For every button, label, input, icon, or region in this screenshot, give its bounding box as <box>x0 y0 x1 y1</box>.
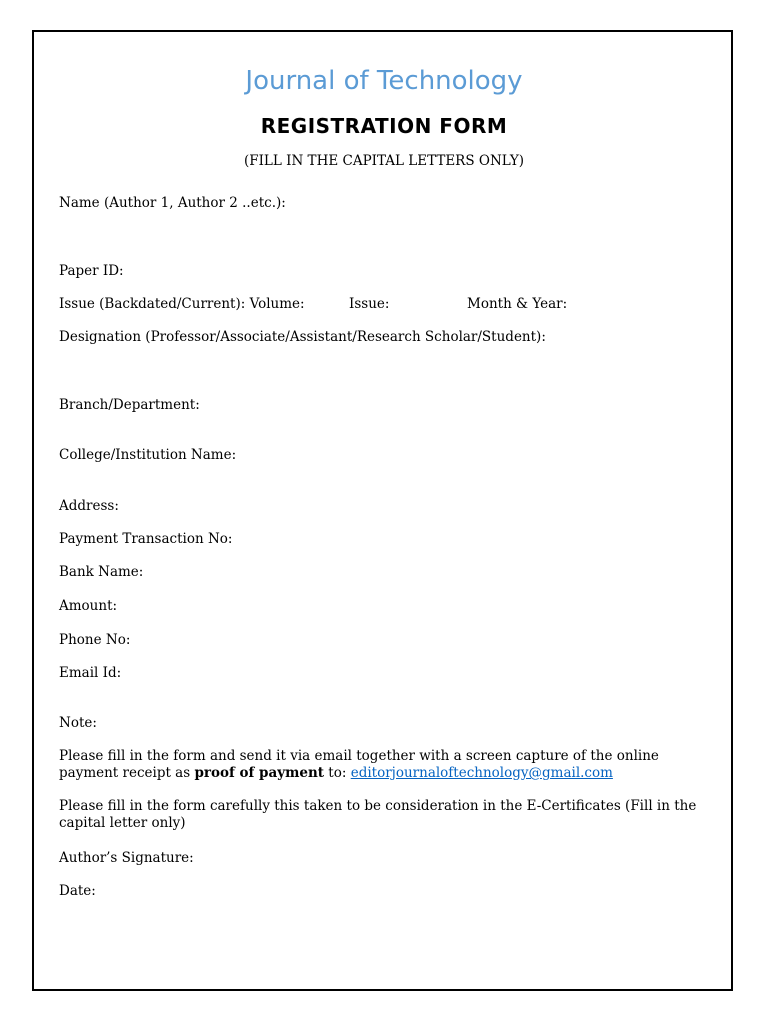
bank-name-field-label: Bank Name: <box>59 564 144 580</box>
designation-field-label: Designation (Professor/Associate/Assistant/Research Scholar/Student): <box>59 329 546 345</box>
month-year-field-label: Month & Year: <box>467 296 568 312</box>
note-paragraph-payment-text: Please fill in the form and send it via email together with a screen capture of the online payment receipt as <box>59 748 659 781</box>
form-subtitle: (FILL IN THE CAPITAL LETTERS ONLY) <box>243 153 525 169</box>
form-title: REGISTRATION FORM <box>260 114 508 138</box>
note-to-text: to: <box>324 765 351 781</box>
journal-title: Journal of Technology <box>245 66 523 96</box>
note-label: Note: <box>59 715 97 731</box>
address-field-label: Address: <box>59 498 119 514</box>
editor-email-link[interactable]: editorjournaloftechnology@gmail.com <box>350 765 613 781</box>
author-signature-label: Author’s Signature: <box>59 850 194 866</box>
name-field-label: Name (Author 1, Author 2 ..etc.): <box>59 195 286 211</box>
note-paragraph-certificate: Please fill in the form carefully this taken to be consideration in the E-Certificates (Fill in the capital letter only) <box>59 798 697 831</box>
payment-transaction-field-label: Payment Transaction No: <box>59 531 233 547</box>
email-id-field-label: Email Id: <box>59 665 122 681</box>
branch-field-label: Branch/Department: <box>59 397 200 413</box>
amount-field-label: Amount: <box>59 598 118 614</box>
issue-volume-field-label: Issue (Backdated/Current): Volume: <box>59 296 305 312</box>
college-field-label: College/Institution Name: <box>59 447 237 463</box>
paper-id-field-label: Paper ID: <box>59 263 124 279</box>
proof-of-payment-text: proof of payment <box>194 765 325 781</box>
phone-field-label: Phone No: <box>59 632 131 648</box>
date-label: Date: <box>59 883 96 899</box>
page-border <box>32 30 733 991</box>
issue-field-label: Issue: <box>349 296 390 312</box>
note-paragraph-payment <box>59 748 709 782</box>
